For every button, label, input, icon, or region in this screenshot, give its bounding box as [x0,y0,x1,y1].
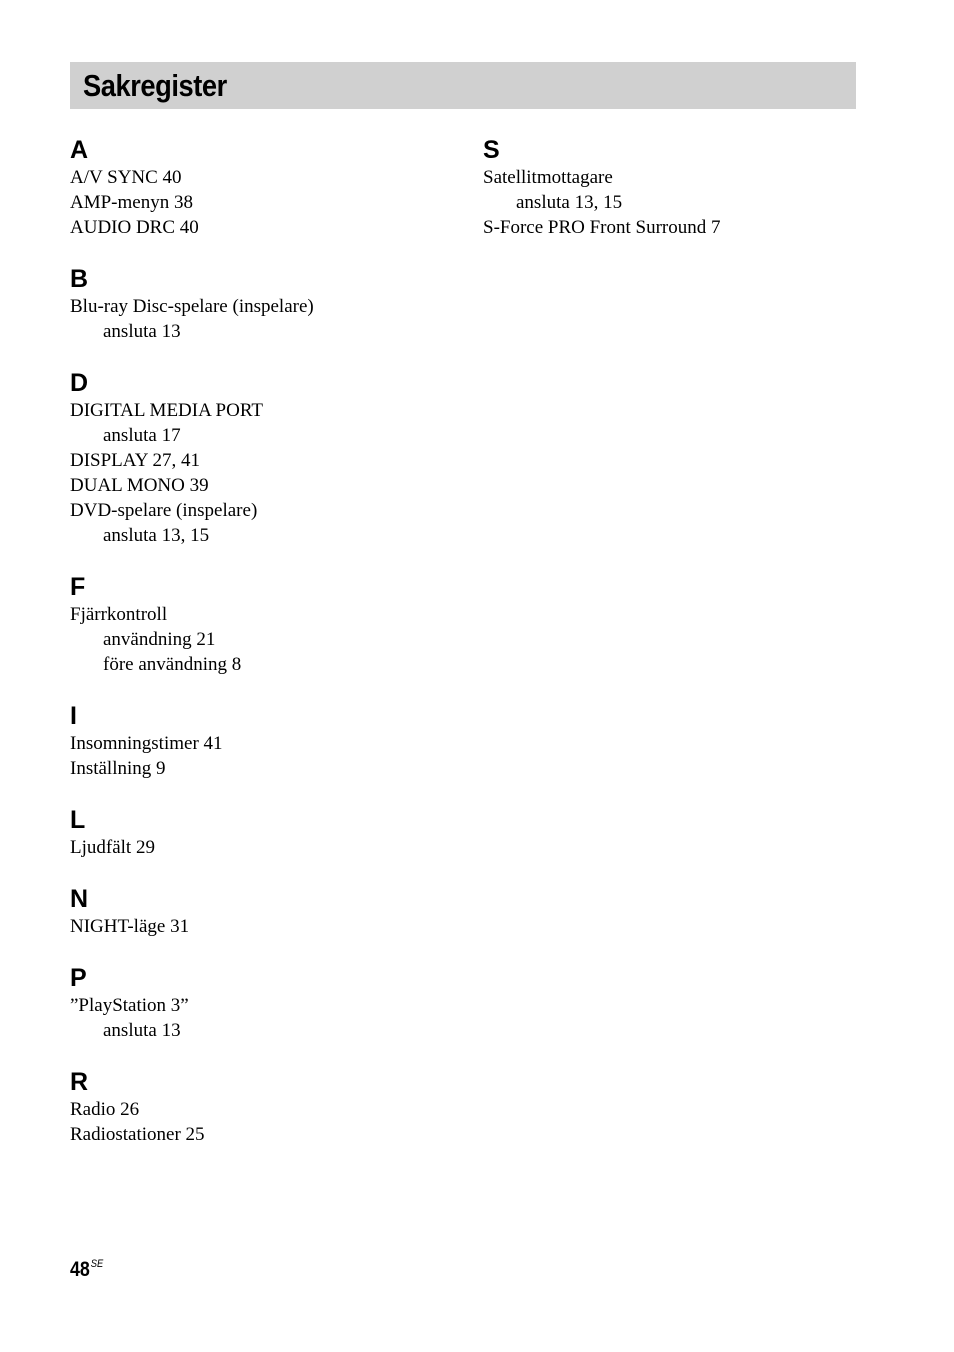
index-entry: S-Force PRO Front Surround 7 [483,217,721,238]
index-subentry: ansluta 13, 15 [516,192,623,213]
index-subentry: användning 21 [103,629,216,650]
section-letter: L [70,806,86,834]
index-section-p [70,964,460,1043]
index-section-s [483,136,863,240]
index-entry: Inställning 9 [70,758,166,779]
index-entry: Satellitmottagare [483,167,613,188]
index-entry: DIGITAL MEDIA PORT [70,400,263,421]
index-column-left [70,136,460,1172]
index-entry: Blu-ray Disc-spelare (inspelare) [70,296,314,317]
index-section-l [70,806,460,860]
index-entry: DUAL MONO 39 [70,475,209,496]
index-section-d [70,369,460,548]
index-entry: Ljudfält 29 [70,837,155,858]
section-letter: D [70,369,89,397]
index-section-a [70,136,460,240]
index-entry: Insomningstimer 41 [70,733,223,754]
index-section-n [70,885,460,939]
section-letter: N [70,885,89,913]
index-entry: DISPLAY 27, 41 [70,450,201,471]
index-entry: DVD-spelare (inspelare) [70,500,258,521]
index-section-b [70,265,460,344]
index-section-r [70,1068,460,1147]
index-subentry: ansluta 13 [103,321,181,342]
index-section-f [70,573,460,677]
index-column-right [483,136,863,265]
index-subentry: före användning 8 [103,654,242,675]
index-section-i [70,702,460,781]
section-letter: P [70,964,87,992]
index-entry: A/V SYNC 40 [70,167,182,188]
section-letter: I [70,702,77,730]
index-entry: NIGHT-läge 31 [70,916,190,937]
page-number-value: 48 [70,1258,90,1281]
page-title: Sakregister [83,68,227,103]
index-subentry: ansluta 13 [103,1020,181,1041]
index-subentry: ansluta 17 [103,425,181,446]
index-entry: AMP-menyn 38 [70,192,193,213]
index-entry: Radiostationer 25 [70,1124,205,1145]
index-entry: Radio 26 [70,1099,140,1120]
page-number-suffix: SE [90,1258,104,1270]
page-number [70,1258,103,1282]
title-bar [70,62,856,109]
index-entry: ”PlayStation 3” [70,995,189,1016]
index-subentry: ansluta 13, 15 [103,525,210,546]
section-letter: R [70,1068,89,1096]
section-letter: A [70,136,89,164]
index-entry: AUDIO DRC 40 [70,217,199,238]
section-letter: F [70,573,86,601]
section-letter: S [483,136,500,164]
index-entry: Fjärrkontroll [70,604,168,625]
section-letter: B [70,265,89,293]
